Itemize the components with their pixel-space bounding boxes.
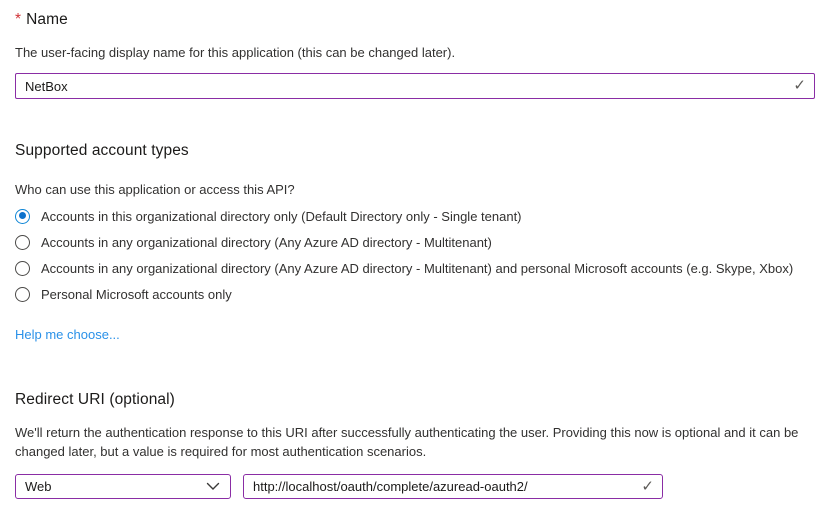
redirect-uri-input-wrapper <box>243 474 663 499</box>
radio-option-personal-only[interactable] <box>15 281 815 307</box>
chevron-down-icon <box>206 482 220 491</box>
help-me-choose-link[interactable]: Help me choose... <box>15 327 120 342</box>
radio-option-label: Accounts in any organizational directory (Any Azure AD directory - Multitenant) <box>41 234 492 250</box>
radio-icon[interactable] <box>15 287 30 302</box>
redirect-uri-title: Redirect URI (optional) <box>15 391 175 408</box>
radio-option-multitenant-personal[interactable] <box>15 255 815 281</box>
platform-select-dropdown[interactable] <box>15 474 231 499</box>
redirect-uri-input[interactable] <box>244 475 662 498</box>
radio-option-label: Personal Microsoft accounts only <box>41 286 232 302</box>
redirect-uri-description: We'll return the authentication response to this URI after successfully authenticating the user. Providing this now is optional and it can be changed later, but a value is required for most authentication scenarios. <box>15 425 799 459</box>
valid-checkmark-icon: ✓ <box>641 477 654 495</box>
radio-option-label: Accounts in any organizational directory (Any Azure AD directory - Multitenant) and personal Microsoft accounts (e.g. Skype, Xbox) <box>41 260 794 276</box>
name-description: The user-facing display name for this application (this can be changed later). <box>15 45 456 60</box>
radio-icon[interactable] <box>15 235 30 250</box>
platform-select-value: Web <box>25 479 52 494</box>
radio-icon[interactable] <box>15 209 30 224</box>
required-asterisk: * <box>15 11 22 28</box>
valid-checkmark-icon: ✓ <box>793 76 806 94</box>
name-section-title <box>15 11 68 29</box>
name-section-title-text: Name <box>26 11 68 28</box>
radio-option-single-tenant[interactable] <box>15 203 815 229</box>
name-input-wrapper <box>15 73 815 99</box>
account-types-radio-group <box>15 203 815 307</box>
radio-icon[interactable] <box>15 261 30 276</box>
radio-option-label: Accounts in this organizational directory only (Default Directory only - Single tenant) <box>41 208 522 224</box>
account-types-question: Who can use this application or access this API? <box>15 182 295 197</box>
name-input[interactable] <box>16 74 814 98</box>
radio-option-multitenant[interactable] <box>15 229 815 255</box>
account-types-title: Supported account types <box>15 142 189 159</box>
